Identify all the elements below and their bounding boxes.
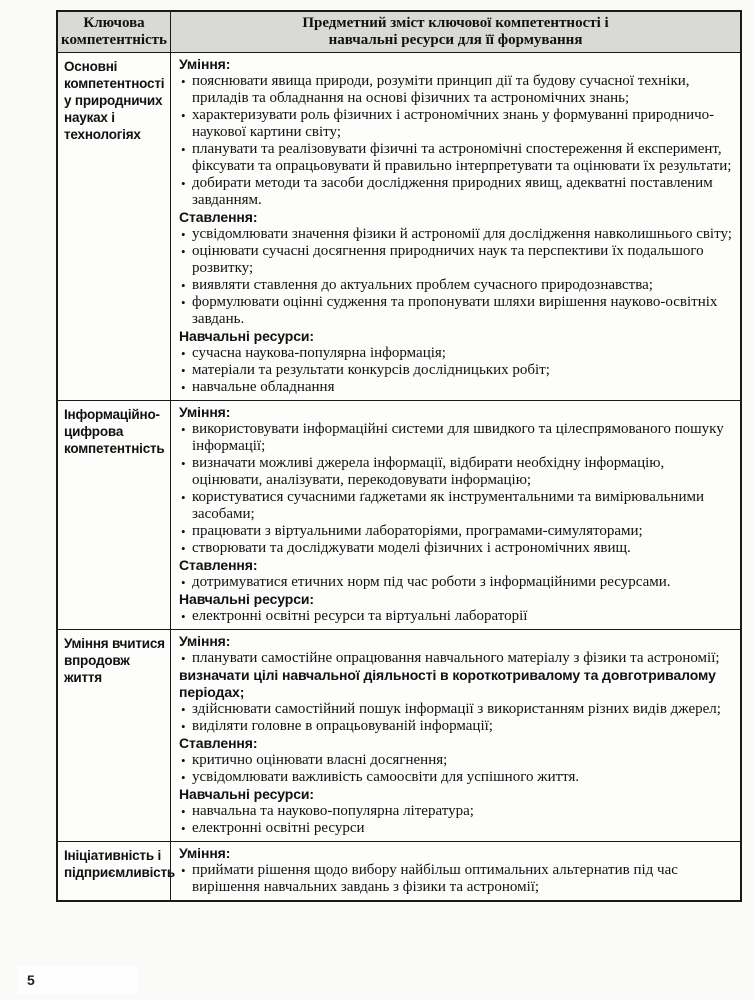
bullet-icon: •: [181, 278, 186, 293]
competency-cell: [58, 53, 171, 400]
bullet-icon: •: [181, 74, 186, 89]
section-title: Навчальні ресурси:: [179, 328, 314, 344]
competency-label: Основні компетентності у природничих науках і технологіях: [64, 59, 165, 142]
item-text: визначати можливі джерела інформації, відбирати необхідну інформацію, оцінювати, аналізувати, перекодовувати інформацію;: [192, 455, 665, 488]
item-text: формулювати оцінні судження та пропонувати шляхи вирішення науково-освітніх завдань.: [192, 294, 718, 327]
content-cell: [171, 53, 740, 400]
bullet-icon: •: [181, 770, 186, 785]
content-section: [179, 557, 734, 591]
list-item: [179, 752, 734, 769]
table-body: [58, 53, 740, 900]
competency-cell: [58, 842, 175, 900]
section-items: [179, 421, 734, 557]
list-item: [179, 608, 734, 625]
list-item: [179, 769, 734, 786]
section-items: [179, 574, 734, 591]
table-row: [58, 53, 740, 400]
section-title: Уміння:: [179, 404, 231, 420]
bullet-icon: •: [181, 702, 186, 717]
list-item: [179, 455, 734, 489]
item-text: здійснювати самостійний пошук інформації з використанням різних видів джерел;: [192, 701, 721, 717]
list-item: [179, 107, 734, 141]
list-item: [179, 803, 734, 820]
bullet-icon: •: [181, 541, 186, 556]
item-text: виділяти головне в опрацьовуваній інформації;: [192, 718, 493, 734]
competency-label: Уміння вчитися впродовж життя: [64, 636, 165, 685]
section-title: Ставлення:: [179, 557, 258, 573]
section-items: [179, 608, 734, 625]
bullet-icon: •: [181, 524, 186, 539]
list-item: [179, 489, 734, 523]
list-item: [179, 294, 734, 328]
bullet-icon: •: [181, 142, 186, 157]
item-text: пояснювати явища природи, розуміти принцип дії та будову сучасної техніки, приладів та обладнання на основі фізичних та астрономічних знань;: [192, 73, 690, 106]
item-text: критично оцінювати власні досягнення;: [192, 752, 448, 768]
content-section: [179, 328, 734, 396]
content-section: [179, 56, 734, 209]
item-text: сучасна наукова-популярна інформація;: [192, 345, 446, 361]
section-items: [179, 73, 734, 209]
section-title: Уміння:: [179, 56, 231, 72]
competency-cell: [58, 401, 171, 629]
content-section: [179, 786, 734, 837]
content-cell: [171, 630, 740, 841]
content-section: [179, 633, 734, 735]
list-item: [179, 701, 734, 718]
list-item: [179, 718, 734, 735]
list-item: [179, 141, 734, 175]
item-text: використовувати інформаційні системи для швидкого та цілеспрямованого пошуку інформації;: [192, 421, 724, 454]
content-cell: [171, 401, 740, 629]
list-item: [179, 574, 734, 591]
content-section: [179, 735, 734, 786]
section-items: [179, 650, 734, 735]
item-text: характеризувати роль фізичних і астрономічних знань у формуванні природничо-наукової картини світу;: [192, 107, 715, 140]
competency-cell: [58, 630, 171, 841]
bullet-icon: •: [181, 244, 186, 259]
item-text: планувати самостійне опрацювання навчального матеріалу з фізики та астрономії;: [192, 650, 720, 666]
bullet-icon: •: [181, 490, 186, 505]
list-item: [179, 820, 734, 837]
list-item: [179, 650, 734, 667]
bullet-icon: •: [181, 753, 186, 768]
list-item: [179, 175, 734, 209]
sections: [179, 845, 734, 896]
page-number: 5: [27, 972, 35, 988]
section-title: Ставлення:: [179, 209, 258, 225]
list-item: [179, 277, 734, 294]
list-item: [179, 73, 734, 107]
list-item: [179, 421, 734, 455]
sections: [179, 633, 734, 837]
bullet-icon: •: [181, 575, 186, 590]
bullet-icon: •: [181, 108, 186, 123]
content-section: [179, 209, 734, 328]
bullet-icon: •: [181, 380, 186, 395]
bullet-icon: •: [181, 422, 186, 437]
bullet-icon: •: [181, 456, 186, 471]
table-row: [58, 841, 740, 900]
list-item: [179, 523, 734, 540]
item-text: виявляти ставлення до актуальних проблем сучасного природознавства;: [192, 277, 653, 293]
header-cell-subject-content: [171, 12, 740, 52]
item-text: оцінювати сучасні досягнення природничих наук та перспективи їх подальшого розвитку;: [192, 243, 704, 276]
item-text: планувати та реалізовувати фізичні та астрономічні спостереження й експеримент, фіксувати та опрацьовувати й правильно інтерпретувати та оцінювати їх результати;: [192, 141, 732, 174]
section-title: Навчальні ресурси:: [179, 591, 314, 607]
item-text: усвідомлювати значення фізики й астрономії для дослідження навколишнього світу;: [192, 226, 732, 242]
section-title: Уміння:: [179, 633, 231, 649]
item-text: дотримуватися етичних норм під час роботи з інформаційними ресурсами.: [192, 574, 671, 590]
competency-label: Інформаційно-цифрова компетентність: [64, 407, 165, 456]
item-text: визначати цілі навчальної діяльності в короткотривалому та довготривалому періодах;: [179, 667, 716, 700]
item-text: працювати з віртуальними лабораторіями, програмами-симуляторами;: [192, 523, 643, 539]
table-header-row: [58, 12, 740, 53]
section-title: Ставлення:: [179, 735, 258, 751]
section-items: [179, 752, 734, 786]
content-section: [179, 845, 734, 896]
sections: [179, 56, 734, 396]
list-item: [179, 667, 734, 701]
competency-table: [56, 10, 742, 902]
list-item: [179, 243, 734, 277]
bullet-icon: •: [181, 346, 186, 361]
content-section: [179, 404, 734, 557]
item-text: електронні освітні ресурси: [192, 820, 365, 836]
list-item: [179, 379, 734, 396]
section-items: [179, 803, 734, 837]
bullet-icon: •: [181, 651, 186, 666]
item-text: матеріали та результати конкурсів дослідницьких робіт;: [192, 362, 550, 378]
sections: [179, 404, 734, 625]
item-text: добирати методи та засоби дослідження природних явищ, адекватні поставленим завданням.: [192, 175, 713, 208]
header-col1-label: Ключова компетентність: [61, 15, 167, 48]
item-text: приймати рішення щодо вибору найбільш оптимальних альтернатив під час вирішення навчальних завдань з фізики та астрономії;: [192, 862, 678, 895]
item-text: створювати та досліджувати моделі фізичних і астрономічних явищ.: [192, 540, 631, 556]
bullet-icon: •: [181, 804, 186, 819]
list-item: [179, 226, 734, 243]
bullet-icon: •: [181, 227, 186, 242]
list-item: [179, 862, 734, 896]
header-cell-key-competency: [58, 12, 171, 52]
section-title: Навчальні ресурси:: [179, 786, 314, 802]
item-text: усвідомлювати важливість самоосвіти для успішного життя.: [192, 769, 580, 785]
section-items: [179, 345, 734, 396]
item-text: навчальна та науково-популярна література;: [192, 803, 474, 819]
content-section: [179, 591, 734, 625]
bullet-icon: •: [181, 176, 186, 191]
item-text: електронні освітні ресурси та віртуальні лабораторії: [192, 608, 528, 624]
bullet-icon: •: [181, 363, 186, 378]
list-item: [179, 345, 734, 362]
list-item: [179, 362, 734, 379]
item-text: користуватися сучасними ґаджетами як інструментальними та вимірювальними засобами;: [192, 489, 704, 522]
bullet-icon: •: [181, 719, 186, 734]
item-text: навчальне обладнання: [192, 379, 335, 395]
competency-label: Ініціативність і підприємливість: [64, 848, 175, 880]
bullet-icon: •: [181, 821, 186, 836]
bullet-icon: •: [181, 863, 186, 878]
table-row: [58, 629, 740, 841]
table-row: [58, 400, 740, 629]
bullet-icon: •: [181, 609, 186, 624]
list-item: [179, 540, 734, 557]
page-edge-patch: [18, 966, 138, 994]
section-items: [179, 862, 734, 896]
section-title: Уміння:: [179, 845, 231, 861]
content-cell: [171, 842, 740, 900]
section-items: [179, 226, 734, 328]
bullet-icon: •: [181, 295, 186, 310]
header-col2-label: Предметний зміст ключової компетентності і навчальні ресурси для її формування: [302, 15, 609, 48]
